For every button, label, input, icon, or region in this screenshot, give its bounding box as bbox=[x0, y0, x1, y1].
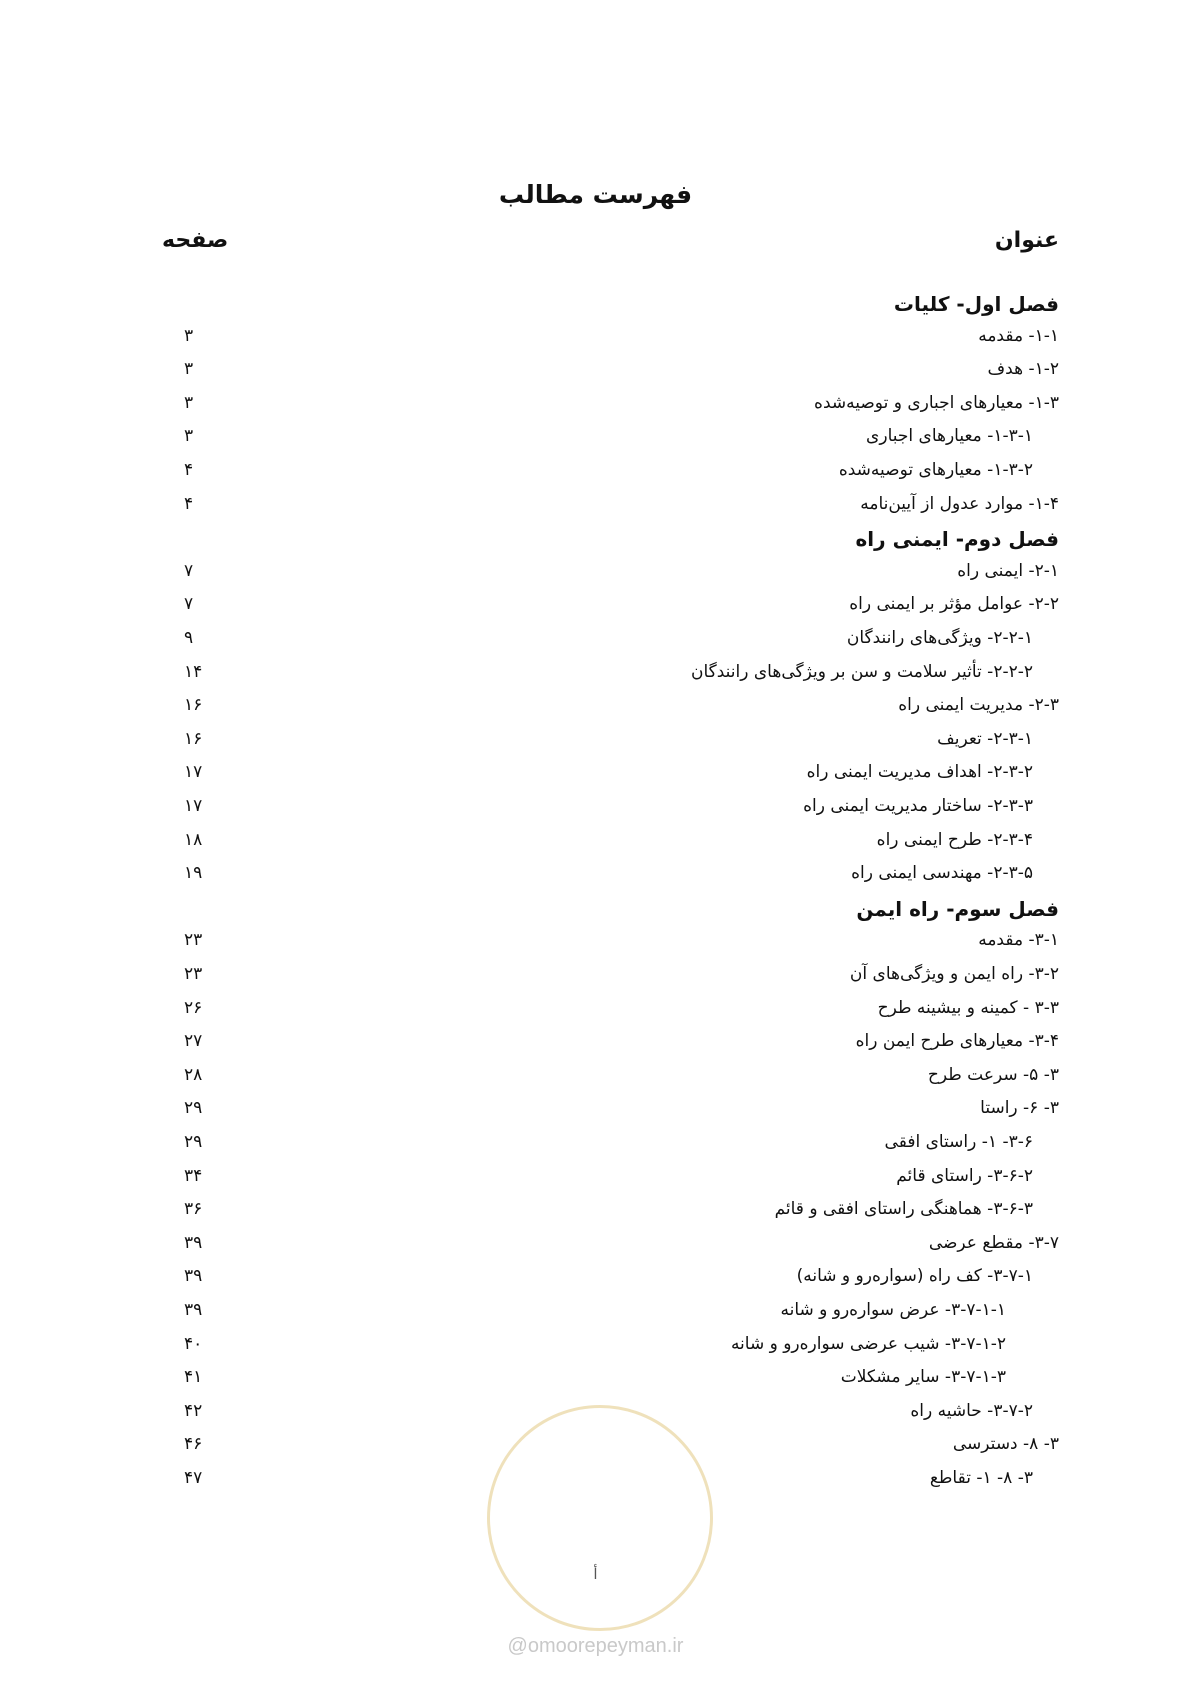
toc-page-number: ۴۶ bbox=[184, 1434, 203, 1455]
toc-entry-title: ۱-۱- مقدمه bbox=[978, 325, 1059, 346]
toc-row bbox=[0, 561, 1191, 595]
toc-entry-title: ۳-۷-۱-۱- عرض سواره‌رو و شانه bbox=[780, 1300, 1006, 1320]
toc-page-number: ۳۴ bbox=[184, 1165, 203, 1186]
toc-page-number: ۷ bbox=[184, 594, 194, 615]
watermark-url: @omoorepeyman.ir bbox=[507, 1635, 684, 1657]
toc-row bbox=[0, 863, 1191, 897]
toc-entry-title: ۱-۳- معيارهای اجباری و توصيه‌شده bbox=[814, 392, 1059, 413]
page-number: أ bbox=[593, 1565, 598, 1583]
toc-row bbox=[0, 359, 1191, 393]
toc-row bbox=[0, 326, 1191, 360]
toc-chapter-row bbox=[0, 292, 1191, 326]
toc-page-number: ۲۸ bbox=[184, 1064, 203, 1085]
toc-entry-title: ۳- ۸- دسترسی bbox=[952, 1434, 1059, 1455]
toc-entry-title: ۳-۶-۲- راستای قائم bbox=[896, 1165, 1033, 1186]
toc-page-number: ۲۷ bbox=[184, 1031, 203, 1052]
toc-entry-title: ۲-۳-۵- مهندسی ايمنی راه bbox=[851, 863, 1033, 884]
toc-page-number: ۴۰ bbox=[184, 1333, 203, 1354]
toc-entry-title: ۳- ۶- راستا bbox=[980, 1098, 1059, 1119]
toc-chapter-title: فصل سوم- راه ايمن bbox=[856, 896, 1059, 921]
toc-entry-title: ۳-۷-۱-۲- شيب عرضی سواره‌رو و شانه bbox=[730, 1333, 1006, 1354]
toc-entry-title: ۲-۳-۳- ساختار مديريت ايمنی راه bbox=[803, 796, 1033, 816]
column-header-title: عنوان bbox=[994, 228, 1059, 253]
toc-page-number: ۳ bbox=[184, 392, 194, 413]
toc-row bbox=[0, 1233, 1191, 1267]
toc-entry-title: ۲-۳-۲- اهداف مديريت ايمنی راه bbox=[806, 762, 1033, 783]
toc-entry-title: ۳- ۸- ۱- تقاطع bbox=[929, 1468, 1033, 1488]
toc-entry-title: ۳-۲- راه ايمن و ويژگی‌های آن bbox=[849, 964, 1059, 984]
toc-row bbox=[0, 1266, 1191, 1300]
toc-row bbox=[0, 594, 1191, 628]
toc-page-number: ۲۶ bbox=[184, 997, 203, 1018]
toc-chapter-title: فصل اول- كليات bbox=[893, 292, 1059, 316]
toc-row bbox=[0, 1367, 1191, 1401]
toc-entry-title: ۲-۱- ايمنی راه bbox=[957, 560, 1059, 581]
toc-page-number: ۱۴ bbox=[184, 661, 203, 682]
toc-page-number: ۱۶ bbox=[184, 695, 203, 716]
toc-page-number: ۲۹ bbox=[184, 1098, 203, 1119]
toc-entry-title: ۱-۳-۲- معيارهای توصيه‌شده bbox=[838, 460, 1033, 480]
toc-page-number: ۹ bbox=[184, 628, 194, 648]
toc-row bbox=[0, 662, 1191, 696]
toc-row bbox=[0, 1199, 1191, 1233]
page-title: فهرست مطالب bbox=[498, 180, 693, 209]
toc-entry-title: ۳-۱- مقدمه bbox=[978, 930, 1059, 951]
toc-page-number: ۳۹ bbox=[184, 1232, 203, 1253]
toc-row bbox=[0, 628, 1191, 662]
toc-row bbox=[0, 1132, 1191, 1166]
toc-entry-title: ۳-۷-۱-۳- ساير مشكلات bbox=[840, 1367, 1006, 1388]
toc-row bbox=[0, 930, 1191, 964]
toc-page-number: ۱۶ bbox=[184, 728, 203, 749]
toc-entry-title: ۳-۷-۲- حاشيه راه bbox=[910, 1400, 1033, 1421]
toc-row bbox=[0, 494, 1191, 528]
toc-row bbox=[0, 1334, 1191, 1368]
toc-row bbox=[0, 460, 1191, 494]
watermark-seal-icon bbox=[487, 1405, 713, 1631]
toc-row bbox=[0, 695, 1191, 729]
toc-row bbox=[0, 762, 1191, 796]
toc-page-number: ۱۹ bbox=[184, 863, 203, 884]
toc-page-number: ۱۷ bbox=[184, 762, 203, 783]
toc-entry-title: ۱-۴- موارد عدول از آيين‌نامه bbox=[860, 493, 1059, 514]
toc-row bbox=[0, 426, 1191, 460]
toc-page-number: ۳۶ bbox=[184, 1199, 203, 1220]
toc-row bbox=[0, 830, 1191, 864]
toc-row bbox=[0, 1166, 1191, 1200]
toc-entry-title: ۲-۲-۱- ويژگی‌های رانندگان bbox=[846, 628, 1033, 648]
toc-entry-title: ۱-۲- هدف bbox=[987, 359, 1059, 380]
column-header-page: صفحه bbox=[162, 228, 229, 253]
toc-entry-title: ۳- ۵- سرعت طرح bbox=[927, 1064, 1059, 1085]
toc-page-number: ۱۷ bbox=[184, 796, 203, 816]
toc-entry-title: ۲-۳-۱- تعريف bbox=[937, 728, 1033, 749]
toc-page-number: ۳ bbox=[184, 325, 194, 346]
toc-chapter-row bbox=[0, 527, 1191, 561]
toc-page-number: ۳۹ bbox=[184, 1300, 203, 1320]
toc-row bbox=[0, 393, 1191, 427]
toc-page-number: ۴۲ bbox=[184, 1400, 203, 1421]
toc-page-number: ۴ bbox=[184, 460, 194, 480]
toc-entry-title: ۲-۲- عوامل مؤثر بر ايمنی راه bbox=[849, 594, 1059, 615]
toc-page-number: ۴ bbox=[184, 493, 194, 514]
toc-page-number: ۲۹ bbox=[184, 1132, 203, 1152]
toc-page-number: ۳ bbox=[184, 359, 194, 380]
toc-entry-title: ۳-۶-۳- هماهنگی راستای افقی و قائم bbox=[774, 1199, 1033, 1220]
toc-entry-title: ۳-۷-۱- كف راه (سواره‌رو و شانه) bbox=[796, 1266, 1033, 1287]
toc-row bbox=[0, 796, 1191, 830]
toc-page-number: ۷ bbox=[184, 560, 194, 581]
toc-row bbox=[0, 1031, 1191, 1065]
toc-entry-title: ۳-۳ - كمينه و بيشينه طرح bbox=[877, 997, 1059, 1018]
toc-page-number: ۱۸ bbox=[184, 829, 203, 850]
toc-page-number: ۳ bbox=[184, 426, 194, 447]
toc-row bbox=[0, 964, 1191, 998]
toc-entry-title: ۲-۲-۲- تأثير سلامت و سن بر ويژگی‌های رانندگان bbox=[691, 661, 1033, 682]
toc-row bbox=[0, 1098, 1191, 1132]
toc-page-number: ۴۱ bbox=[184, 1367, 203, 1388]
toc-row bbox=[0, 729, 1191, 763]
toc-entry-title: ۱-۳-۱- معيارهای اجباری bbox=[866, 426, 1033, 447]
toc-page-number: ۲۳ bbox=[184, 964, 203, 984]
toc-chapter-title: فصل دوم- ايمنی راه bbox=[855, 527, 1059, 552]
toc-entry-title: ۲-۳-۴- طرح ايمنی راه bbox=[876, 829, 1033, 850]
toc-row bbox=[0, 1300, 1191, 1334]
toc-entry-title: ۳-۶- ۱- راستای افقی bbox=[884, 1132, 1033, 1152]
toc-entry-title: ۳-۴- معيارهای طرح ايمن راه bbox=[855, 1031, 1059, 1052]
toc-entry-title: ۳-۷- مقطع عرضی bbox=[928, 1232, 1059, 1253]
toc-row bbox=[0, 998, 1191, 1032]
toc-entry-title: ۲-۳- مديريت ايمنی راه bbox=[898, 695, 1059, 716]
toc-page-number: ۴۷ bbox=[184, 1468, 203, 1488]
toc-page-number: ۳۹ bbox=[184, 1266, 203, 1287]
toc-page-number: ۲۳ bbox=[184, 930, 203, 951]
toc-row bbox=[0, 1065, 1191, 1099]
toc-chapter-row bbox=[0, 897, 1191, 931]
